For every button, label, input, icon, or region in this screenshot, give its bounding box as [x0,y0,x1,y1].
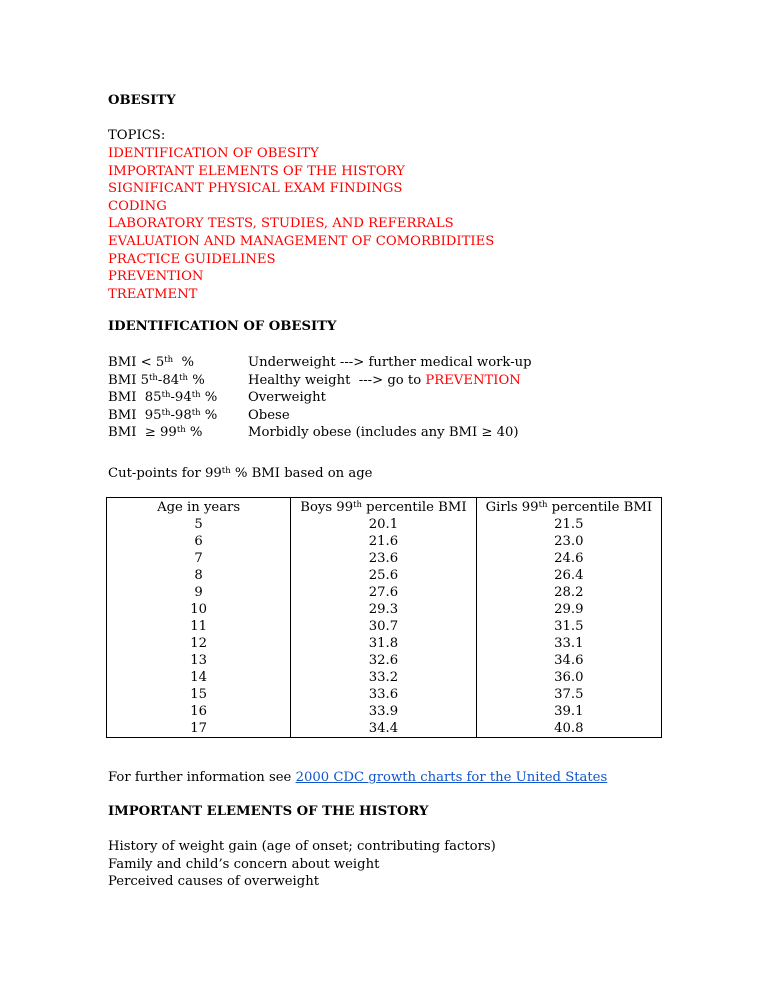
cell-girls-bmi: 36.0 [476,669,661,686]
cell-boys-bmi: 30.7 [291,618,476,635]
table-row [107,550,662,567]
cell-boys-bmi: 27.6 [291,584,476,601]
further-info-line [108,769,607,787]
cell-age: 13 [107,652,291,669]
table-row [107,618,662,635]
table-row [107,720,662,738]
bmi-classification-list [108,354,668,442]
cell-boys-bmi: 31.8 [291,635,476,652]
table-row [107,584,662,601]
bmi-range: BMI < 5th % [108,355,195,370]
topic-link-comorbidities[interactable]: EVALUATION AND MANAGEMENT OF COMORBIDITIES [108,233,495,249]
cell-boys-bmi: 33.2 [291,669,476,686]
table-header-row [107,498,662,517]
bmi-description: Overweight [248,390,326,406]
table-row [107,635,662,652]
cell-girls-bmi: 33.1 [476,635,661,652]
bmi-description-text: Healthy weight ---> go to [248,372,426,388]
cell-boys-bmi: 33.9 [291,703,476,720]
cell-boys-bmi: 33.6 [291,686,476,703]
history-item: History of weight gain (age of onset; contributing factors) [108,839,496,854]
cdc-growth-charts-link[interactable]: 2000 CDC growth charts for the United States [295,770,608,785]
bmi-description: Underweight ---> further medical work-up [248,355,532,370]
cell-boys-bmi: 21.6 [291,533,476,550]
column-header-boys: Boys 99th percentile BMI [291,498,476,517]
table-row [107,652,662,669]
table-row [107,601,662,618]
column-header-girls: Girls 99th percentile BMI [476,498,661,517]
cell-girls-bmi: 21.5 [476,516,661,533]
cell-girls-bmi: 34.6 [476,652,661,669]
history-item: Perceived causes of overweight [108,874,320,890]
bmi-range: BMI 85th-94th % [108,390,218,406]
topic-link-guidelines[interactable]: PRACTICE GUIDELINES [108,251,276,267]
topics-list [108,145,494,303]
section-heading-history: IMPORTANT ELEMENTS OF THE HISTORY [108,804,429,819]
cell-age: 8 [107,567,291,584]
topics-label: TOPICS: [108,128,166,143]
table-row [107,686,662,703]
table-row [107,567,662,584]
cell-boys-bmi: 29.3 [291,601,476,618]
cell-girls-bmi: 28.2 [476,584,661,601]
cell-age: 14 [107,669,291,686]
prevention-link[interactable]: PREVENTION [425,372,521,388]
table-row [107,703,662,720]
bmi-range: BMI 5th-84th % [108,372,205,388]
cell-age: 9 [107,584,291,601]
bmi-range: BMI ≥ 99th % [108,425,203,441]
bmi-description: Morbidly obese (includes any BMI ≥ 40) [248,425,519,441]
bmi-row [108,354,668,372]
section-heading-identification: IDENTIFICATION OF OBESITY [108,319,337,334]
topic-link-history[interactable]: IMPORTANT ELEMENTS OF THE HISTORY [108,163,405,179]
cell-girls-bmi: 39.1 [476,703,661,720]
topic-link-treatment[interactable]: TREATMENT [108,286,198,302]
cell-age: 7 [107,550,291,567]
further-info-text: For further information see [108,770,296,785]
page-title: OBESITY [108,93,176,108]
cell-age: 5 [107,516,291,533]
bmi-row [108,424,668,442]
bmi-row [108,407,668,425]
topic-link-laboratory[interactable]: LABORATORY TESTS, STUDIES, AND REFERRALS [108,216,454,232]
cell-age: 10 [107,601,291,618]
cell-boys-bmi: 32.6 [291,652,476,669]
topic-link-physical-exam[interactable]: SIGNIFICANT PHYSICAL EXAM FINDINGS [108,181,403,197]
cell-boys-bmi: 34.4 [291,720,476,738]
cell-girls-bmi: 23.0 [476,533,661,550]
history-item: Family and child’s concern about weight [108,856,380,872]
cell-boys-bmi: 23.6 [291,550,476,567]
topic-link-prevention[interactable]: PREVENTION [108,269,204,285]
history-list [108,838,496,891]
table-row [107,533,662,550]
table-row [107,516,662,533]
bmi-description: Obese [248,407,290,423]
bmi-row [108,372,668,390]
bmi-row [108,389,668,407]
cell-age: 16 [107,703,291,720]
cell-age: 6 [107,533,291,550]
bmi-cutpoints-table [106,497,662,738]
cell-boys-bmi: 25.6 [291,567,476,584]
bmi-range: BMI 95th-98th % [108,407,218,423]
bmi-description [248,372,521,390]
cell-girls-bmi: 26.4 [476,567,661,584]
cell-age: 15 [107,686,291,703]
cell-age: 17 [107,720,291,738]
cutpoints-caption: Cut-points for 99th % BMI based on age [108,466,373,481]
cell-boys-bmi: 20.1 [291,516,476,533]
cell-girls-bmi: 29.9 [476,601,661,618]
cell-girls-bmi: 31.5 [476,618,661,635]
table-row [107,669,662,686]
cell-age: 12 [107,635,291,652]
cell-girls-bmi: 24.6 [476,550,661,567]
topic-link-identification[interactable]: IDENTIFICATION OF OBESITY [108,146,319,161]
topic-link-coding[interactable]: CODING [108,198,167,214]
column-header-age: Age in years [107,498,291,517]
cell-age: 11 [107,618,291,635]
cell-girls-bmi: 37.5 [476,686,661,703]
cell-girls-bmi: 40.8 [476,720,661,738]
